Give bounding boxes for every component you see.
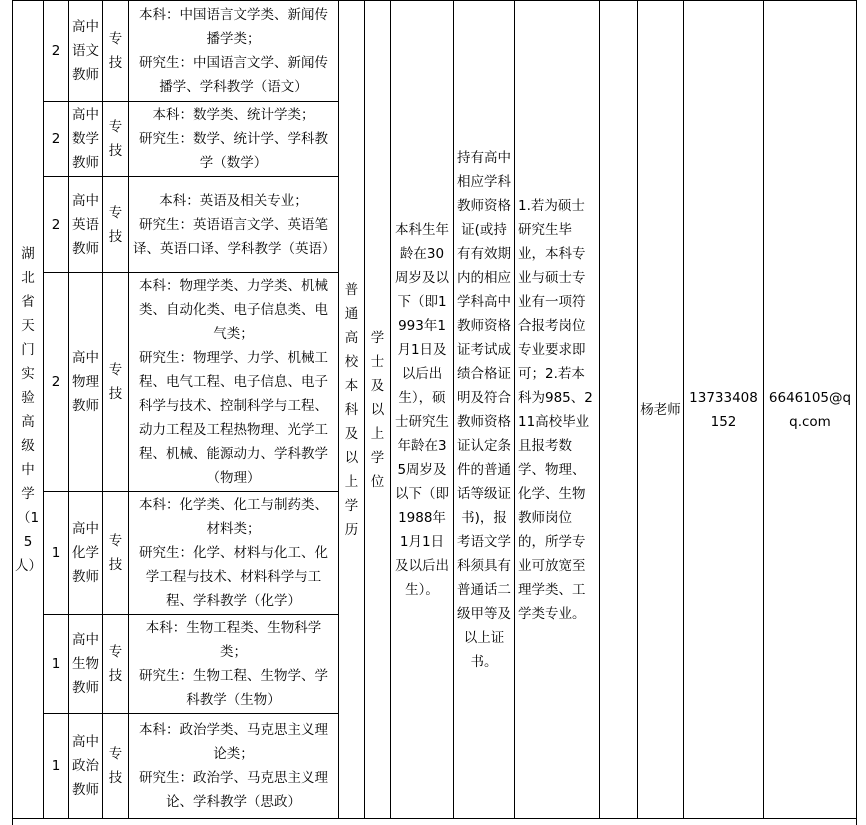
position-category: 专技 [103,177,129,273]
major-requirement [129,177,339,273]
major-requirement [129,1,339,102]
major-line: 研究生：生物工程、生物学、学科教学（生物） [139,668,328,708]
major-line: 本科：英语及相关专业； [159,192,308,209]
table-row [13,1,857,102]
blank-cell [600,1,638,819]
age-cell: 本科生年龄在30周岁及以下（即1993年1月1日及以后出生），硕士研究生年龄在35周岁及以下（即1988年1月1日及以后出生）。 [391,1,454,819]
major-line: 研究生：物理学、力学、机械工程、电气工程、电子信息、电子科学与技术、控制科学与工程、动力工程及工程热物理、光学工程、机械、能源动力、学科教学（物理） [139,350,328,486]
major-line: 研究生：英语语言文学、英语笔译、英语口译、学科教学（英语） [133,216,336,257]
position-count: 2 [44,273,69,492]
position-count: 2 [44,1,69,102]
position-category: 专技 [103,1,129,102]
major-line: 本科：中国语言文学类、新闻传播学类； [139,7,328,47]
position-name: 高中生物教师 [69,615,103,714]
major-requirement [129,714,339,819]
employer-cell: 湖北省天门实验高级中学（15人） [13,1,44,819]
table-row [13,819,857,825]
position-category: 专技 [103,273,129,492]
position-name: 高中物理教师 [69,273,103,492]
email-cell: 6646105@qq.com [764,1,857,819]
major-line: 研究生：数学、统计学、学科教学（数学） [139,131,328,171]
position-count: 1 [44,492,69,615]
major-line: 本科：政治学类、马克思主义理论类； [139,722,328,762]
position-count: 1 [44,615,69,714]
major-requirement [129,102,339,177]
position-count: 1 [44,714,69,819]
major-line: 研究生：中国语言文学、新闻传播学、学科教学（语文） [139,55,328,95]
position-name: 高中数学教师 [69,102,103,177]
position-category: 专技 [103,492,129,615]
notes-text: 1.若为硕士研究生毕业，本科专业与硕士专业有一项符合报考岗位专业要求即可；2.若本科为985、211高校毕业且报考数学、物理、化学、生物教师岗位的，所学专业可放宽至理学类、工学类专业。 [518,197,593,622]
major-line: 研究生：化学、材料与化工、化学工程与技术、材料科学与工程、学科教学（化学） [139,545,328,609]
major-requirement [129,615,339,714]
major-line: 本科：数学类、统计学类； [152,107,315,123]
major-line: 本科：物理学类、力学类、机械类、自动化类、电子信息类、电气类； [139,278,328,342]
contact-name-cell: 杨老师 [638,1,684,819]
position-count: 2 [44,102,69,177]
education-cell: 普通高校本科及以上学历 [339,1,365,819]
next-row-cell [13,819,857,825]
major-line: 研究生：政治学、马克思主义理论、学科教学（思政） [139,770,328,810]
phone-cell: 13733408152 [684,1,764,819]
position-name: 高中英语教师 [69,177,103,273]
position-count: 2 [44,177,69,273]
major-requirement [129,492,339,615]
qualification-cell: 持有高中相应学科教师资格证(或持有有效期内的相应学科高中教师资格证考试成绩合格证明及符合教师资格证认定条件的普通话等级证书)，报考语文学科须具有普通话二级甲等及以上证书。 [454,1,515,819]
position-name: 高中语文教师 [69,1,103,102]
position-category: 专技 [103,615,129,714]
notes-cell [515,1,600,819]
position-category: 专技 [103,714,129,819]
position-category: 专技 [103,102,129,177]
recruitment-table [12,0,857,825]
degree-cell: 学士及以上学位 [365,1,391,819]
major-line: 本科：生物工程类、生物科学类； [145,620,322,660]
major-requirement [129,273,339,492]
position-name: 高中化学教师 [69,492,103,615]
major-line: 本科：化学类、化工与制药类、材料类； [139,497,328,537]
position-name: 高中政治教师 [69,714,103,819]
